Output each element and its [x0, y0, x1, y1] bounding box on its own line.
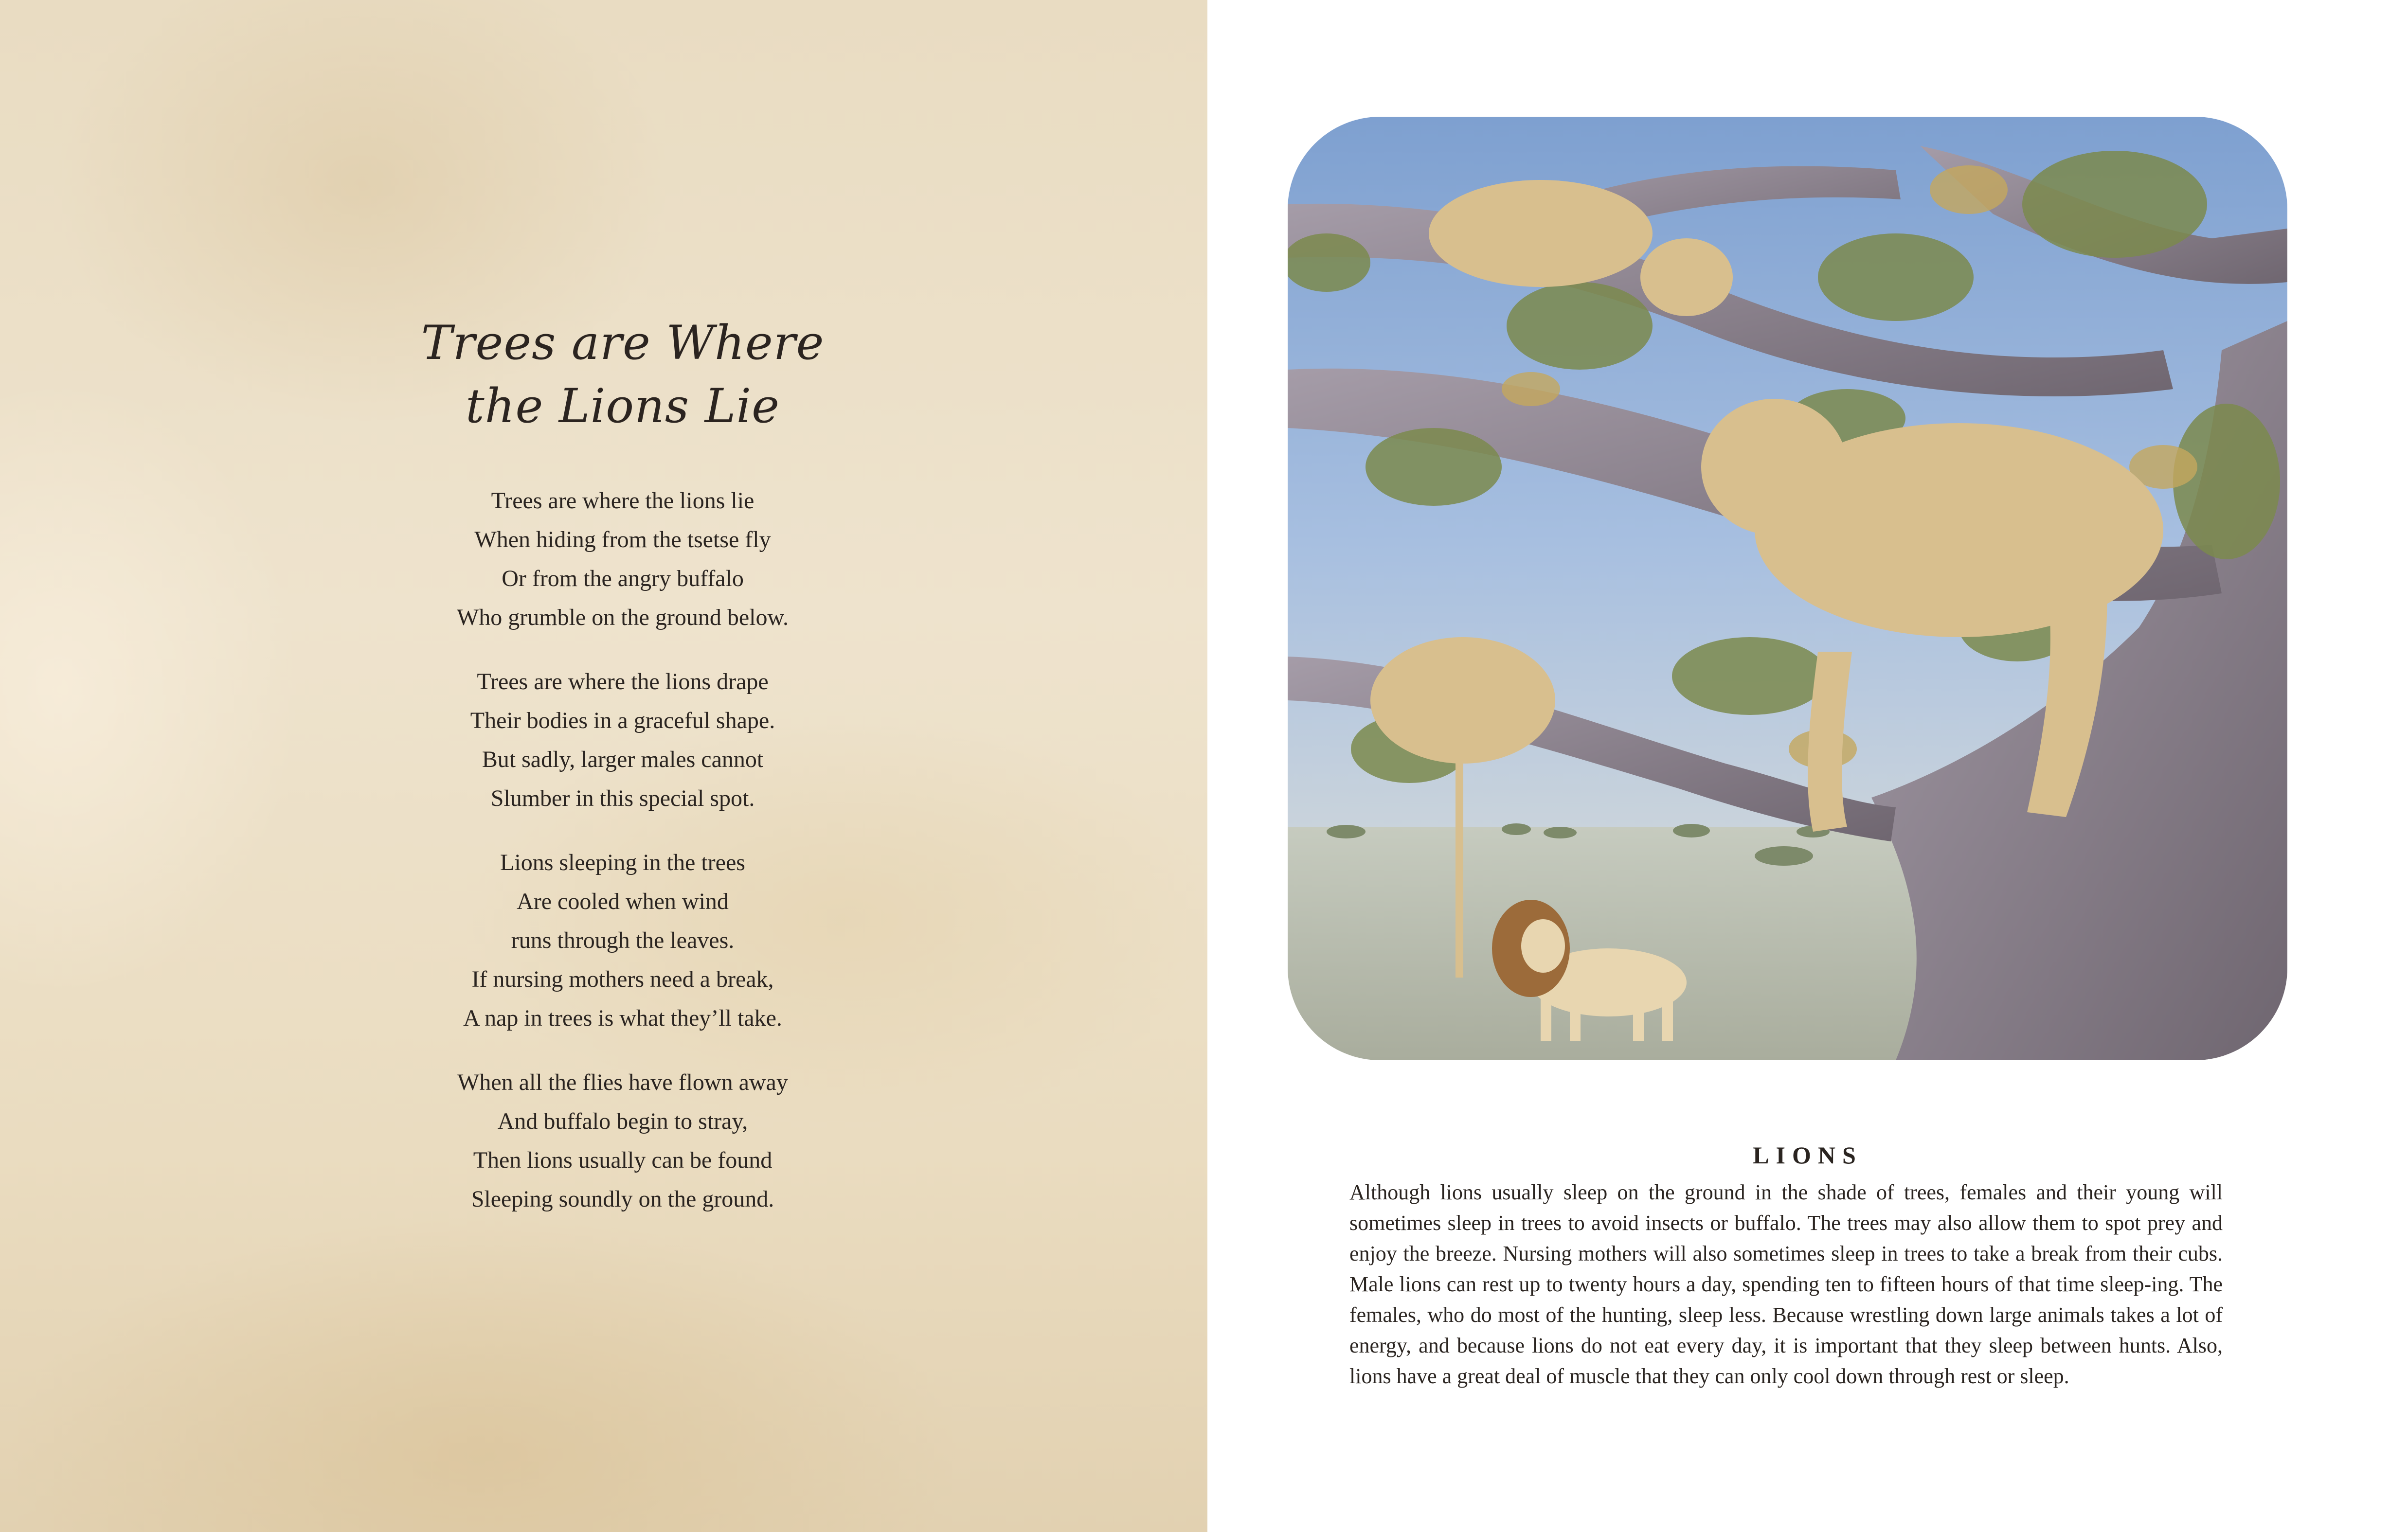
poem-title-line-1: Trees are Where [421, 316, 825, 370]
poem-line: Their bodies in a graceful shape. [470, 708, 775, 733]
info-paragraph: Although lions usually sleep on the ground in the shade of trees, females and their young will sometimes sleep in trees to avoid insects or buffalo. The trees may also allow them to spot prey and enjoy the breeze. Nursing mothers will also sometimes sleep in trees to take a break from their cubs. Male lions can rest up to twenty hours a day, spending ten to fifteen hours of that time sleep-ing. The females, who do most of the hunting, sleep less. Because wrestling down large animals takes a lot of energy, and because lions do not eat every day, it is important that they sleep between hunts. Also, lions have a great deal of muscle that they can only cool down through rest or sleep. [1349, 1180, 2223, 1388]
lioness-top [1429, 180, 1653, 287]
stanza-1 [0, 481, 1245, 637]
illustration-svg [1288, 117, 2287, 1060]
poem-line: When hiding from the tsetse fly [474, 527, 771, 552]
poem-line: But sadly, larger males cannot [482, 747, 764, 772]
stanza-3 [0, 843, 1245, 1038]
poem-line: Lions sleeping in the trees [500, 850, 745, 875]
section-heading: LIONS [1753, 1141, 1863, 1169]
poem-line: A nap in trees is what they’ll take. [463, 1005, 782, 1031]
lioness-lower [1370, 637, 1555, 764]
stanza-4 [0, 1063, 1245, 1219]
poem-line: Slumber in this special spot. [490, 785, 755, 811]
stanza-2 [0, 662, 1245, 818]
poem-line: Trees are where the lions lie [491, 488, 755, 514]
poem-title-line-2: the Lions Lie [466, 379, 780, 433]
poem-line: If nursing mothers need a break, [471, 966, 774, 992]
poem-line: Sleeping soundly on the ground. [471, 1186, 774, 1212]
poem-line: Are cooled when wind [517, 889, 729, 914]
poem [0, 311, 1245, 1244]
poem-line: Who grumble on the ground below. [456, 605, 789, 630]
lions-in-tree-illustration [1288, 117, 2287, 1060]
info-page [1207, 0, 2408, 1532]
poem-line: And buffalo begin to stray, [497, 1108, 748, 1134]
poem-line: When all the flies have flown away [457, 1069, 788, 1095]
poem-title [0, 311, 1245, 438]
poem-line: Then lions usually can be found [473, 1147, 773, 1173]
poem-line: runs through the leaves. [511, 927, 735, 953]
poem-line: Or from the angry buffalo [502, 566, 744, 591]
poem-line: Trees are where the lions drape [477, 669, 769, 695]
